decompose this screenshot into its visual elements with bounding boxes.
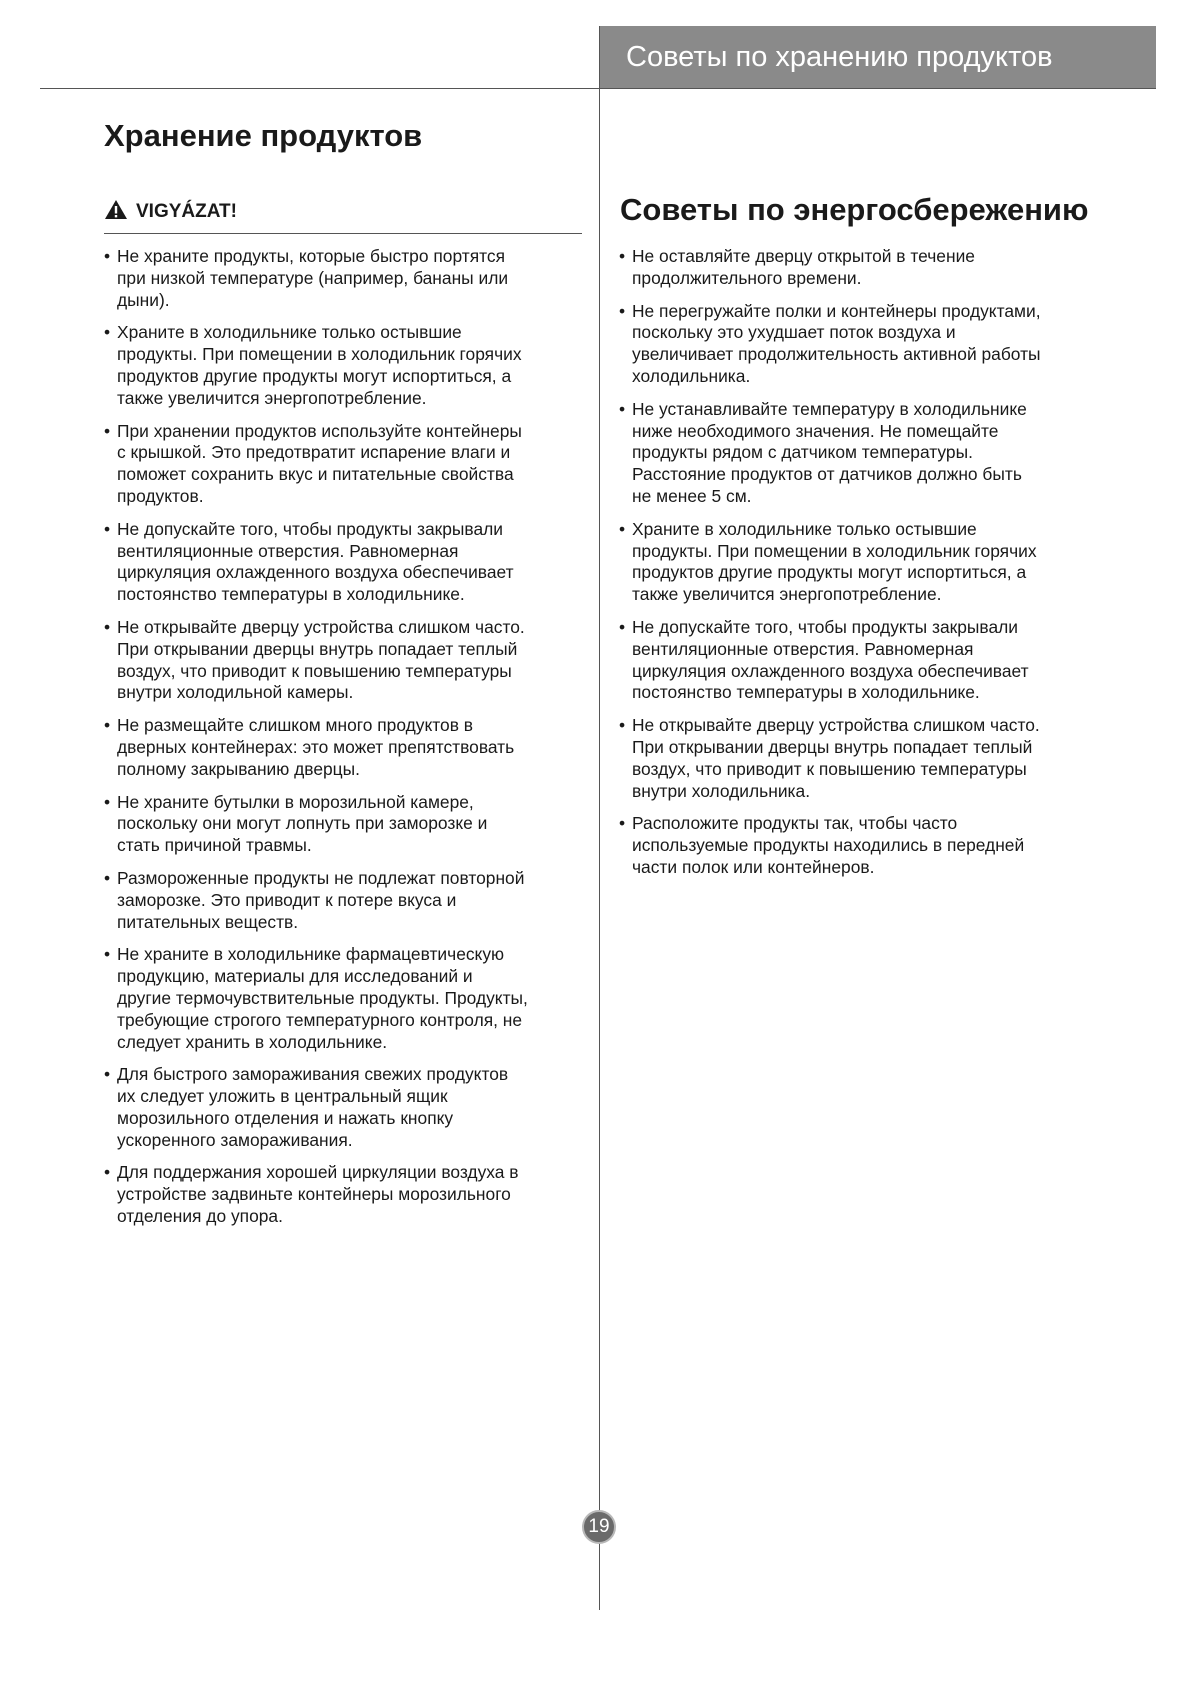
list-item: • Не открывайте дверцу устройства слишком часто. При открывании дверцы внутрь попадает теплый воздух, что приводит к повышению температуры внутри холодильника. [619,715,1099,802]
list-item: • Не перегружайте полки и контейнеры продуктами, поскольку это ухудшает поток воздуха и увеличивает продолжительность активной работы холодильника. [619,301,1099,388]
list-item: • Храните в холодильнике только остывшие продукты. При помещении в холодильник горячих продуктов другие продукты могут испортиться, а также увеличится энергопотребление. [104,322,589,409]
list-item: • Не допускайте того, чтобы продукты закрывали вентиляционные отверстия. Равномерная циркуляция охлажденного воздуха обеспечивает постоянство температуры в холодильнике. [619,617,1099,704]
list-item: • Не храните продукты, которые быстро портятся при низкой температуре (например, бананы или дыни). [104,246,589,311]
page-number: 19 [582,1510,616,1544]
list-item: • Не размещайте слишком много продуктов в дверных контейнерах: это может препятствовать полному закрыванию дверцы. [104,715,589,780]
list-item: • Не открывайте дверцу устройства слишком часто. При открывании дверцы внутрь попадает теплый воздух, что приводит к повышению температуры внутри холодильной камеры. [104,617,589,704]
list-item: • Для быстрого замораживания свежих продуктов их следует уложить в центральный ящик морозильного отделения и нажать кнопку ускоренного замораживания. [104,1064,589,1151]
column-divider [599,26,600,1610]
list-item: • Для поддержания хорошей циркуляции воздуха в устройстве задвиньте контейнеры морозильного отделения до упора. [104,1162,589,1227]
list-item: • Не устанавливайте температуру в холодильнике ниже необходимого значения. Не помещайте продукты рядом с датчиком температуры. Расстояние продуктов от датчиков должно быть не менее 5 см. [619,399,1099,508]
energy-tips-list [619,246,1099,890]
warning-icon [104,199,128,226]
storage-tips-list [104,246,589,1239]
list-item: • Размороженные продукты не подлежат повторной заморозке. Это приводит к потере вкуса и питательных веществ. [104,868,589,933]
list-item: • При хранении продуктов используйте контейнеры с крышкой. Это предотвратит испарение влаги и поможет сохранить вкус и питательные свойства продуктов. [104,421,589,508]
energy-saving-title: Советы по энергосбережению [620,192,1089,227]
section-header: Советы по хранению продуктов [600,26,1156,88]
list-item: • Храните в холодильнике только остывшие продукты. При помещении в холодильник горячих продуктов другие продукты могут испортиться, а также увеличится энергопотребление. [619,519,1099,606]
list-item: • Расположите продукты так, чтобы часто используемые продукты находились в передней части полок или контейнеров. [619,813,1099,878]
page-title: Хранение продуктов [104,118,423,153]
list-item: • Не храните бутылки в морозильной камере, поскольку они могут лопнуть при заморозке и стать причиной травмы. [104,792,589,857]
caution-label: VIGYÁZAT! [136,201,237,222]
list-item: • Не оставляйте дверцу открытой в течение продолжительного времени. [619,246,1099,290]
caution-heading [104,197,237,227]
list-item: • Не храните в холодильнике фармацевтическую продукцию, материалы для исследований и другие термочувствительные продукты. Продукты, требующие строгого температурного контроля, не следует хранить в холодильнике. [104,944,589,1053]
header-divider [40,88,1156,89]
caution-divider [104,233,582,234]
list-item: • Не допускайте того, чтобы продукты закрывали вентиляционные отверстия. Равномерная циркуляция охлажденного воздуха обеспечивает постоянство температуры в холодильнике. [104,519,589,606]
